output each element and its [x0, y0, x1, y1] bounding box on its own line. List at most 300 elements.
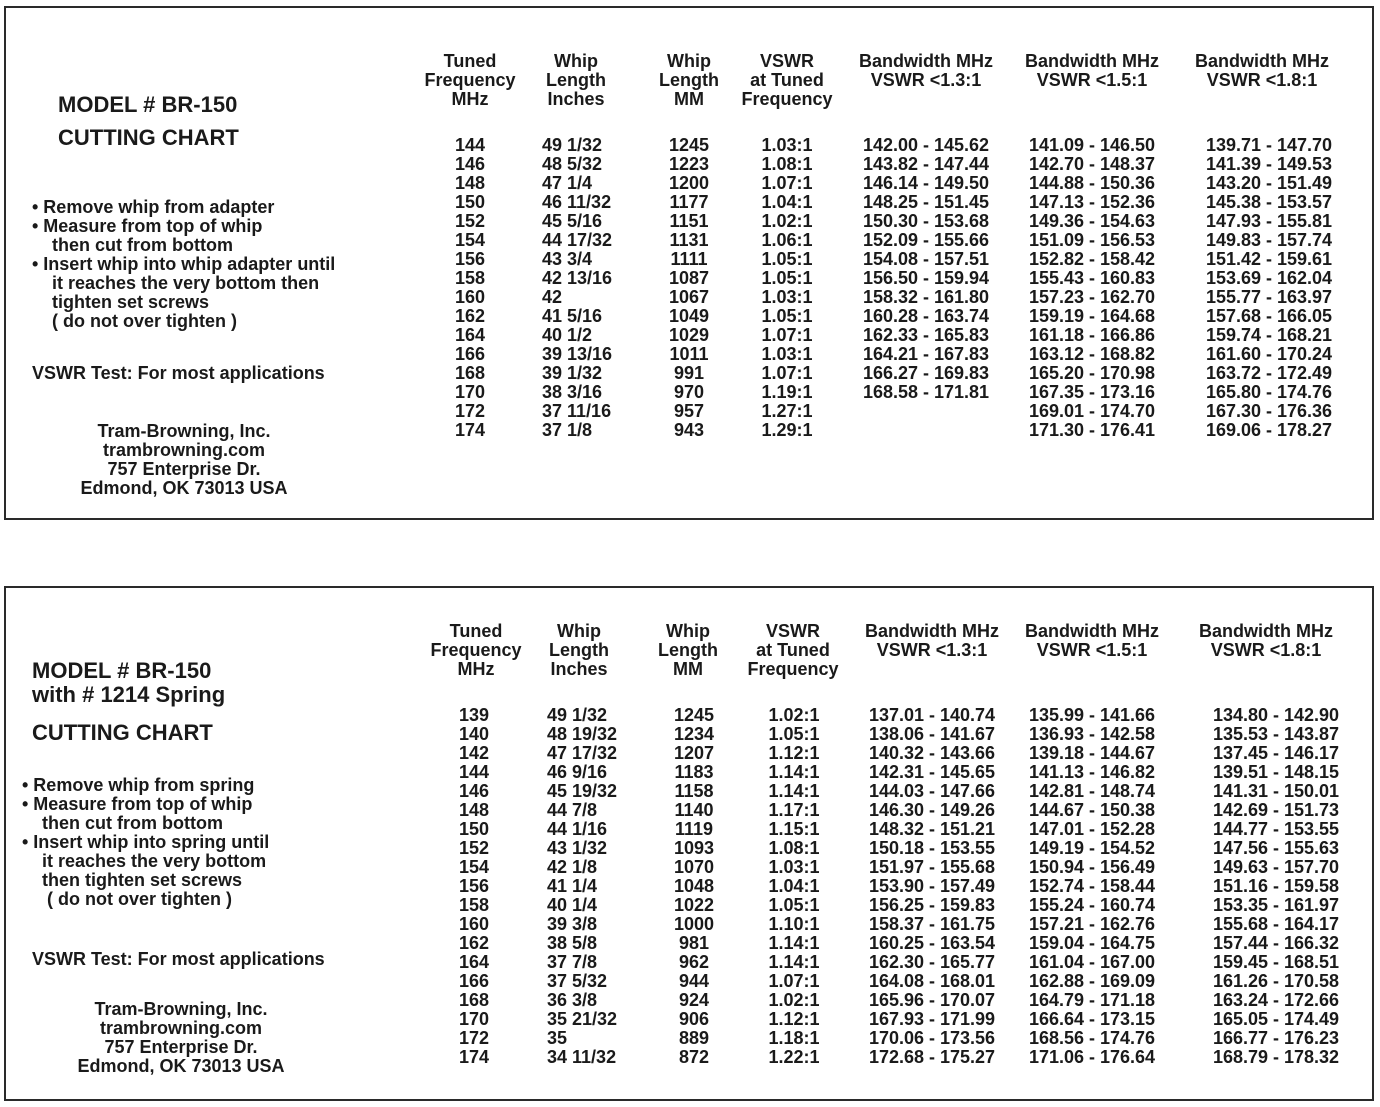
table-cell-tuned-frequency: 158 [454, 268, 486, 288]
table-cell-bandwidth-1-3: 165.96 - 170.07 [868, 990, 996, 1010]
table-cell-whip-length-mm: 1223 [668, 154, 710, 174]
table-cell-bandwidth-1-5: 164.79 - 171.18 [1028, 990, 1156, 1010]
table-cell-whip-length-mm: 943 [673, 420, 705, 440]
table-cell-bandwidth-1-8: 165.80 - 174.76 [1205, 382, 1333, 402]
table-cell-whip-length-mm: 957 [673, 401, 705, 421]
table-cell-bandwidth-1-3: 158.37 - 161.75 [868, 914, 996, 934]
table-cell-whip-length-inches: 39 13/16 [542, 344, 613, 364]
column-header-vswr: VSWR [760, 51, 814, 71]
table-cell-vswr: 1.14:1 [768, 781, 820, 801]
table-cell-bandwidth-1-3: 143.82 - 147.44 [862, 154, 990, 174]
column-header-tuned-frequency: MHz [457, 659, 495, 679]
table-cell-bandwidth-1-5: 157.23 - 162.70 [1028, 287, 1156, 307]
company-address-line: Tram-Browning, Inc. [94, 999, 268, 1019]
table-cell-vswr: 1.07:1 [761, 363, 813, 383]
table-cell-bandwidth-1-5: 135.99 - 141.66 [1028, 705, 1156, 725]
column-header-whip-length-inches: Length [546, 70, 606, 90]
table-cell-vswr: 1.02:1 [768, 990, 820, 1010]
table-cell-whip-length-mm: 889 [678, 1028, 710, 1048]
table-cell-bandwidth-1-8: 155.77 - 163.97 [1205, 287, 1333, 307]
table-cell-vswr: 1.12:1 [768, 1009, 820, 1029]
model-title: MODEL # BR-150 [32, 658, 212, 683]
column-header-bandwidth-1-5: Bandwidth MHz [1025, 51, 1159, 71]
table-cell-whip-length-inches: 41 5/16 [542, 306, 603, 326]
column-header-whip-length-mm: Whip [666, 621, 710, 641]
table-cell-tuned-frequency: 174 [458, 1047, 490, 1067]
table-cell-bandwidth-1-8: 157.44 - 166.32 [1212, 933, 1340, 953]
table-cell-bandwidth-1-3: 168.58 - 171.81 [862, 382, 990, 402]
table-cell-bandwidth-1-8: 135.53 - 143.87 [1212, 724, 1340, 744]
table-cell-tuned-frequency: 154 [454, 230, 486, 250]
table-cell-tuned-frequency: 162 [458, 933, 490, 953]
table-cell-whip-length-mm: 1200 [668, 173, 710, 193]
table-cell-bandwidth-1-3: 162.30 - 165.77 [868, 952, 996, 972]
table-cell-whip-length-mm: 1000 [673, 914, 715, 934]
column-header-bandwidth-1-5: VSWR <1.5:1 [1036, 640, 1148, 660]
table-cell-whip-length-mm: 970 [673, 382, 705, 402]
column-header-bandwidth-1-3: VSWR <1.3:1 [870, 70, 982, 90]
table-cell-bandwidth-1-3: 140.32 - 143.66 [868, 743, 996, 763]
column-header-bandwidth-1-3: Bandwidth MHz [859, 51, 993, 71]
table-cell-tuned-frequency: 156 [454, 249, 486, 269]
model-title: MODEL # BR-150 [58, 92, 238, 117]
table-cell-bandwidth-1-8: 165.05 - 174.49 [1212, 1009, 1340, 1029]
table-cell-vswr: 1.07:1 [761, 173, 813, 193]
table-cell-tuned-frequency: 152 [458, 838, 490, 858]
table-cell-whip-length-mm: 981 [678, 933, 710, 953]
table-cell-whip-length-mm: 1119 [674, 819, 714, 839]
table-cell-vswr: 1.08:1 [761, 154, 813, 174]
table-cell-bandwidth-1-5: 161.04 - 167.00 [1028, 952, 1156, 972]
table-cell-tuned-frequency: 142 [458, 743, 490, 763]
column-header-bandwidth-1-3: VSWR <1.3:1 [876, 640, 988, 660]
column-header-whip-length-mm: Length [658, 640, 718, 660]
table-cell-whip-length-mm: 1245 [668, 135, 710, 155]
table-cell-vswr: 1.14:1 [768, 762, 820, 782]
table-cell-whip-length-inches: 43 3/4 [542, 249, 593, 269]
table-cell-bandwidth-1-8: 145.38 - 153.57 [1205, 192, 1333, 212]
table-cell-whip-length-mm: 1234 [673, 724, 715, 744]
table-cell-bandwidth-1-8: 157.68 - 166.05 [1205, 306, 1333, 326]
instruction-line: • Measure from top of whip [22, 794, 253, 814]
table-cell-bandwidth-1-5: 161.18 - 166.86 [1028, 325, 1156, 345]
table-cell-bandwidth-1-3: 172.68 - 175.27 [868, 1047, 996, 1067]
table-cell-bandwidth-1-8: 139.51 - 148.15 [1212, 762, 1340, 782]
table-cell-bandwidth-1-8: 147.56 - 155.63 [1212, 838, 1340, 858]
table-cell-bandwidth-1-8: 151.16 - 159.58 [1212, 876, 1340, 896]
column-header-whip-length-inches: Inches [550, 659, 608, 679]
table-cell-tuned-frequency: 140 [458, 724, 490, 744]
table-cell-vswr: 1.08:1 [768, 838, 820, 858]
table-cell-vswr: 1.19:1 [761, 382, 813, 402]
table-cell-vswr: 1.03:1 [761, 287, 813, 307]
table-cell-whip-length-inches: 36 3/8 [547, 990, 598, 1010]
company-address-line: trambrowning.com [99, 1018, 262, 1038]
table-cell-vswr: 1.05:1 [761, 249, 813, 269]
table-cell-tuned-frequency: 172 [458, 1028, 490, 1048]
table-cell-vswr: 1.07:1 [761, 325, 813, 345]
table-cell-whip-length-inches: 45 19/32 [547, 781, 618, 801]
table-cell-whip-length-inches: 37 1/8 [542, 420, 593, 440]
table-cell-bandwidth-1-5: 166.64 - 173.15 [1028, 1009, 1156, 1029]
column-header-vswr: at Tuned [750, 70, 824, 90]
instruction-line: ( do not over tighten ) [32, 311, 237, 331]
table-cell-whip-length-inches: 37 11/16 [542, 401, 612, 421]
table-cell-tuned-frequency: 170 [458, 1009, 490, 1029]
table-cell-whip-length-mm: 872 [678, 1047, 710, 1067]
table-cell-whip-length-mm: 1245 [673, 705, 715, 725]
table-cell-bandwidth-1-8: 161.26 - 170.58 [1212, 971, 1340, 991]
table-cell-bandwidth-1-3: 158.32 - 161.80 [862, 287, 990, 307]
cutting-chart-title: CUTTING CHART [58, 125, 239, 150]
column-header-vswr: Frequency [741, 89, 833, 109]
table-cell-vswr: 1.03:1 [761, 344, 813, 364]
table-cell-tuned-frequency: 164 [458, 952, 490, 972]
table-cell-tuned-frequency: 174 [454, 420, 486, 440]
table-cell-tuned-frequency: 160 [458, 914, 490, 934]
table-cell-whip-length-inches: 40 1/2 [542, 325, 593, 345]
table-cell-whip-length-mm: 1183 [674, 762, 714, 782]
table-cell-tuned-frequency: 152 [454, 211, 486, 231]
table-cell-tuned-frequency: 158 [458, 895, 490, 915]
table-cell-bandwidth-1-5: 144.67 - 150.38 [1028, 800, 1156, 820]
column-header-tuned-frequency: Tuned [449, 621, 503, 641]
table-cell-bandwidth-1-5: 165.20 - 170.98 [1028, 363, 1156, 383]
table-cell-tuned-frequency: 144 [458, 762, 490, 782]
table-cell-bandwidth-1-8: 144.77 - 153.55 [1212, 819, 1340, 839]
table-cell-tuned-frequency: 139 [458, 705, 490, 725]
table-cell-whip-length-inches: 46 11/32 [542, 192, 612, 212]
table-cell-bandwidth-1-3: 148.25 - 151.45 [862, 192, 990, 212]
table-cell-whip-length-inches: 39 1/32 [542, 363, 603, 383]
table-cell-tuned-frequency: 150 [458, 819, 490, 839]
table-cell-whip-length-mm: 1049 [668, 306, 710, 326]
column-header-tuned-frequency: Frequency [430, 640, 522, 660]
column-header-whip-length-inches: Whip [554, 51, 598, 71]
table-cell-whip-length-mm: 906 [678, 1009, 710, 1029]
table-cell-whip-length-mm: 1140 [674, 800, 714, 820]
table-cell-bandwidth-1-5: 155.24 - 160.74 [1028, 895, 1156, 915]
company-address-line: Edmond, OK 73013 USA [80, 478, 288, 498]
table-cell-bandwidth-1-8: 153.69 - 162.04 [1205, 268, 1333, 288]
column-header-bandwidth-1-5: VSWR <1.5:1 [1036, 70, 1148, 90]
table-cell-tuned-frequency: 164 [454, 325, 486, 345]
table-cell-vswr: 1.14:1 [768, 933, 820, 953]
model-title: with # 1214 Spring [32, 682, 226, 707]
vswr-test-note: VSWR Test: For most applications [32, 363, 325, 383]
table-cell-bandwidth-1-5: 171.06 - 176.64 [1028, 1047, 1156, 1067]
table-cell-whip-length-inches: 42 1/8 [547, 857, 598, 877]
column-header-bandwidth-1-8: Bandwidth MHz [1195, 51, 1329, 71]
table-cell-whip-length-mm: 1048 [673, 876, 715, 896]
column-header-whip-length-mm: Whip [667, 51, 711, 71]
table-cell-whip-length-mm: 991 [673, 363, 705, 383]
table-cell-bandwidth-1-5: 141.09 - 146.50 [1028, 135, 1156, 155]
table-cell-bandwidth-1-5: 139.18 - 144.67 [1028, 743, 1156, 763]
column-header-whip-length-mm: MM [674, 89, 704, 109]
table-cell-bandwidth-1-5: 168.56 - 174.76 [1028, 1028, 1156, 1048]
table-cell-bandwidth-1-8: 137.45 - 146.17 [1212, 743, 1340, 763]
table-cell-vswr: 1.03:1 [768, 857, 820, 877]
column-header-vswr: Frequency [747, 659, 839, 679]
table-cell-vswr: 1.07:1 [768, 971, 820, 991]
table-cell-bandwidth-1-3: 142.31 - 145.65 [868, 762, 996, 782]
table-cell-whip-length-mm: 1087 [668, 268, 710, 288]
table-cell-bandwidth-1-8: 163.72 - 172.49 [1205, 363, 1333, 383]
table-cell-bandwidth-1-5: 159.04 - 164.75 [1028, 933, 1156, 953]
table-cell-bandwidth-1-8: 166.77 - 176.23 [1212, 1028, 1340, 1048]
table-cell-bandwidth-1-3: 170.06 - 173.56 [868, 1028, 996, 1048]
table-cell-bandwidth-1-5: 163.12 - 168.82 [1028, 344, 1156, 364]
table-cell-whip-length-inches: 49 1/32 [542, 135, 603, 155]
table-cell-tuned-frequency: 162 [454, 306, 486, 326]
instruction-line: ( do not over tighten ) [22, 889, 232, 909]
table-cell-whip-length-mm: 1207 [673, 743, 715, 763]
table-cell-bandwidth-1-3: 151.97 - 155.68 [868, 857, 996, 877]
table-cell-tuned-frequency: 148 [458, 800, 490, 820]
column-header-whip-length-inches: Whip [557, 621, 601, 641]
table-cell-bandwidth-1-5: 141.13 - 146.82 [1028, 762, 1156, 782]
table-cell-vswr: 1.12:1 [768, 743, 820, 763]
table-cell-bandwidth-1-3: 156.25 - 159.83 [868, 895, 996, 915]
table-cell-whip-length-inches: 48 19/32 [547, 724, 618, 744]
table-cell-tuned-frequency: 168 [458, 990, 490, 1010]
column-header-whip-length-mm: Length [659, 70, 719, 90]
table-cell-whip-length-mm: 1177 [669, 192, 709, 212]
column-header-tuned-frequency: Tuned [443, 51, 497, 71]
column-header-bandwidth-1-8: VSWR <1.8:1 [1210, 640, 1322, 660]
table-cell-vswr: 1.05:1 [761, 306, 813, 326]
table-cell-bandwidth-1-8: 161.60 - 170.24 [1205, 344, 1333, 364]
table-cell-bandwidth-1-3: 153.90 - 157.49 [868, 876, 996, 896]
table-cell-tuned-frequency: 146 [454, 154, 486, 174]
table-cell-vswr: 1.05:1 [768, 895, 820, 915]
table-cell-bandwidth-1-5: 171.30 - 176.41 [1028, 420, 1156, 440]
table-cell-bandwidth-1-3: 160.28 - 163.74 [862, 306, 990, 326]
table-cell-bandwidth-1-3: 154.08 - 157.51 [862, 249, 990, 269]
table-cell-bandwidth-1-8: 139.71 - 147.70 [1205, 135, 1333, 155]
company-address-line: 757 Enterprise Dr. [104, 1037, 258, 1057]
company-address-line: Edmond, OK 73013 USA [77, 1056, 285, 1076]
table-cell-tuned-frequency: 156 [458, 876, 490, 896]
table-cell-bandwidth-1-5: 167.35 - 173.16 [1028, 382, 1156, 402]
table-cell-bandwidth-1-8: 141.39 - 149.53 [1205, 154, 1333, 174]
table-cell-bandwidth-1-5: 169.01 - 174.70 [1028, 401, 1156, 421]
table-cell-bandwidth-1-3: 167.93 - 171.99 [868, 1009, 996, 1029]
table-cell-bandwidth-1-3: 156.50 - 159.94 [862, 268, 990, 288]
table-cell-bandwidth-1-8: 159.45 - 168.51 [1212, 952, 1340, 972]
table-cell-whip-length-mm: 1093 [673, 838, 715, 858]
table-cell-bandwidth-1-5: 147.13 - 152.36 [1028, 192, 1156, 212]
column-header-vswr: at Tuned [756, 640, 830, 660]
table-cell-bandwidth-1-5: 142.70 - 148.37 [1028, 154, 1156, 174]
table-cell-whip-length-mm: 1070 [673, 857, 715, 877]
cutting-chart-title: CUTTING CHART [32, 720, 213, 745]
instruction-line: • Insert whip into whip adapter until [32, 254, 336, 274]
table-cell-bandwidth-1-3: 137.01 - 140.74 [868, 705, 996, 725]
table-cell-tuned-frequency: 166 [454, 344, 486, 364]
table-cell-vswr: 1.03:1 [761, 135, 813, 155]
column-header-tuned-frequency: Frequency [424, 70, 516, 90]
table-cell-bandwidth-1-3: 138.06 - 141.67 [868, 724, 996, 744]
table-cell-whip-length-inches: 47 17/32 [547, 743, 618, 763]
table-cell-whip-length-inches: 40 1/4 [547, 895, 598, 915]
table-cell-bandwidth-1-5: 142.81 - 148.74 [1028, 781, 1156, 801]
table-cell-vswr: 1.06:1 [761, 230, 813, 250]
table-cell-tuned-frequency: 146 [458, 781, 490, 801]
instruction-line: • Insert whip into spring until [22, 832, 270, 852]
table-cell-bandwidth-1-8: 149.83 - 157.74 [1205, 230, 1333, 250]
instruction-line: then cut from bottom [32, 235, 233, 255]
table-cell-bandwidth-1-8: 143.20 - 151.49 [1205, 173, 1333, 193]
table-cell-bandwidth-1-8: 167.30 - 176.36 [1205, 401, 1333, 421]
table-cell-whip-length-inches: 34 11/32 [547, 1047, 617, 1067]
table-cell-bandwidth-1-5: 144.88 - 150.36 [1028, 173, 1156, 193]
table-cell-vswr: 1.27:1 [761, 401, 813, 421]
table-cell-bandwidth-1-5: 151.09 - 156.53 [1028, 230, 1156, 250]
table-cell-whip-length-mm: 962 [678, 952, 710, 972]
table-cell-vswr: 1.05:1 [768, 724, 820, 744]
instruction-line: • Measure from top of whip [32, 216, 263, 236]
table-cell-bandwidth-1-8: 147.93 - 155.81 [1205, 211, 1333, 231]
table-cell-whip-length-inches: 45 5/16 [542, 211, 603, 231]
table-cell-tuned-frequency: 150 [454, 192, 486, 212]
instruction-line: then cut from bottom [22, 813, 223, 833]
table-cell-whip-length-inches: 35 21/32 [547, 1009, 618, 1029]
table-cell-vswr: 1.17:1 [768, 800, 820, 820]
table-cell-vswr: 1.04:1 [761, 192, 813, 212]
table-cell-whip-length-inches: 42 13/16 [542, 268, 613, 288]
table-cell-whip-length-inches: 41 1/4 [547, 876, 598, 896]
table-cell-vswr: 1.29:1 [761, 420, 813, 440]
table-cell-tuned-frequency: 148 [454, 173, 486, 193]
table-cell-bandwidth-1-3: 144.03 - 147.66 [868, 781, 996, 801]
table-cell-vswr: 1.04:1 [768, 876, 820, 896]
column-header-bandwidth-1-3: Bandwidth MHz [865, 621, 999, 641]
table-cell-whip-length-inches: 37 5/32 [547, 971, 608, 991]
table-cell-bandwidth-1-5: 152.74 - 158.44 [1028, 876, 1156, 896]
table-cell-tuned-frequency: 170 [454, 382, 486, 402]
table-cell-bandwidth-1-3: 150.18 - 153.55 [868, 838, 996, 858]
table-cell-tuned-frequency: 168 [454, 363, 486, 383]
table-cell-whip-length-mm: 924 [678, 990, 710, 1010]
table-cell-bandwidth-1-8: 141.31 - 150.01 [1212, 781, 1340, 801]
table-cell-bandwidth-1-3: 146.14 - 149.50 [862, 173, 990, 193]
table-cell-vswr: 1.15:1 [768, 819, 820, 839]
table-cell-bandwidth-1-8: 163.24 - 172.66 [1212, 990, 1340, 1010]
column-header-whip-length-inches: Length [549, 640, 609, 660]
instruction-line: • Remove whip from spring [22, 775, 255, 795]
table-cell-tuned-frequency: 160 [454, 287, 486, 307]
table-cell-whip-length-mm: 1158 [674, 781, 714, 801]
instruction-line: it reaches the very bottom [22, 851, 267, 871]
table-cell-whip-length-inches: 35 [547, 1028, 568, 1048]
table-cell-bandwidth-1-5: 147.01 - 152.28 [1028, 819, 1156, 839]
table-cell-bandwidth-1-5: 136.93 - 142.58 [1028, 724, 1156, 744]
column-header-bandwidth-1-8: Bandwidth MHz [1199, 621, 1333, 641]
table-cell-bandwidth-1-8: 153.35 - 161.97 [1212, 895, 1340, 915]
table-cell-bandwidth-1-5: 157.21 - 162.76 [1028, 914, 1156, 934]
company-address-line: Tram-Browning, Inc. [97, 421, 271, 441]
table-cell-whip-length-mm: 1011 [669, 344, 709, 364]
instruction-line: • Remove whip from adapter [32, 197, 275, 217]
table-cell-bandwidth-1-3: 150.30 - 153.68 [862, 211, 990, 231]
instruction-line: tighten set screws [32, 292, 210, 312]
table-cell-whip-length-inches: 42 [542, 287, 563, 307]
table-cell-bandwidth-1-5: 162.88 - 169.09 [1028, 971, 1156, 991]
table-cell-bandwidth-1-3: 146.30 - 149.26 [868, 800, 996, 820]
table-cell-bandwidth-1-8: 151.42 - 159.61 [1205, 249, 1333, 269]
column-header-bandwidth-1-8: VSWR <1.8:1 [1206, 70, 1318, 90]
table-cell-whip-length-mm: 1151 [669, 211, 709, 231]
table-cell-whip-length-mm: 1111 [670, 249, 708, 269]
table-cell-bandwidth-1-3: 160.25 - 163.54 [868, 933, 996, 953]
table-cell-bandwidth-1-8: 149.63 - 157.70 [1212, 857, 1340, 877]
table-cell-vswr: 1.14:1 [768, 952, 820, 972]
table-cell-vswr: 1.05:1 [761, 268, 813, 288]
table-cell-bandwidth-1-3: 166.27 - 169.83 [862, 363, 990, 383]
table-cell-bandwidth-1-3: 162.33 - 165.83 [862, 325, 990, 345]
column-header-vswr: VSWR [766, 621, 820, 641]
table-cell-bandwidth-1-3: 164.08 - 168.01 [868, 971, 996, 991]
table-cell-whip-length-inches: 48 5/32 [542, 154, 603, 174]
table-cell-whip-length-mm: 944 [678, 971, 710, 991]
company-address-line: 757 Enterprise Dr. [107, 459, 261, 479]
column-header-bandwidth-1-5: Bandwidth MHz [1025, 621, 1159, 641]
table-cell-bandwidth-1-3: 142.00 - 145.62 [862, 135, 990, 155]
table-cell-whip-length-inches: 43 1/32 [547, 838, 608, 858]
table-cell-whip-length-mm: 1067 [668, 287, 710, 307]
table-cell-whip-length-inches: 37 7/8 [547, 952, 598, 972]
table-cell-bandwidth-1-8: 168.79 - 178.32 [1212, 1047, 1340, 1067]
cutting-chart-card-2 [4, 586, 1374, 1101]
table-cell-whip-length-inches: 47 1/4 [542, 173, 593, 193]
table-cell-whip-length-inches: 39 3/8 [547, 914, 598, 934]
table-cell-vswr: 1.02:1 [768, 705, 820, 725]
table-cell-whip-length-inches: 38 5/8 [547, 933, 598, 953]
table-cell-tuned-frequency: 154 [458, 857, 490, 877]
table-cell-vswr: 1.10:1 [768, 914, 820, 934]
column-header-whip-length-inches: Inches [547, 89, 605, 109]
table-cell-whip-length-inches: 49 1/32 [547, 705, 608, 725]
vswr-test-note: VSWR Test: For most applications [32, 949, 325, 969]
table-cell-bandwidth-1-5: 150.94 - 156.49 [1028, 857, 1156, 877]
table-cell-vswr: 1.22:1 [768, 1047, 820, 1067]
table-cell-bandwidth-1-5: 149.19 - 154.52 [1028, 838, 1156, 858]
table-cell-vswr: 1.18:1 [768, 1028, 820, 1048]
company-address-line: trambrowning.com [102, 440, 265, 460]
table-cell-bandwidth-1-3: 164.21 - 167.83 [862, 344, 990, 364]
table-cell-bandwidth-1-5: 159.19 - 164.68 [1028, 306, 1156, 326]
table-cell-bandwidth-1-8: 134.80 - 142.90 [1212, 705, 1340, 725]
table-cell-bandwidth-1-3: 152.09 - 155.66 [862, 230, 990, 250]
instruction-line: then tighten set screws [22, 870, 243, 890]
table-cell-tuned-frequency: 144 [454, 135, 486, 155]
table-cell-bandwidth-1-5: 149.36 - 154.63 [1028, 211, 1156, 231]
table-cell-whip-length-inches: 44 17/32 [542, 230, 613, 250]
table-cell-whip-length-mm: 1022 [673, 895, 715, 915]
table-cell-whip-length-inches: 38 3/16 [542, 382, 603, 402]
table-cell-whip-length-inches: 44 7/8 [547, 800, 598, 820]
table-cell-bandwidth-1-3: 148.32 - 151.21 [868, 819, 996, 839]
cutting-chart-card-1 [4, 6, 1374, 520]
table-cell-whip-length-inches: 44 1/16 [547, 819, 608, 839]
table-cell-tuned-frequency: 166 [458, 971, 490, 991]
table-cell-bandwidth-1-8: 159.74 - 168.21 [1205, 325, 1333, 345]
column-header-whip-length-mm: MM [673, 659, 703, 679]
table-cell-whip-length-mm: 1131 [669, 230, 709, 250]
table-cell-bandwidth-1-8: 169.06 - 178.27 [1205, 420, 1333, 440]
